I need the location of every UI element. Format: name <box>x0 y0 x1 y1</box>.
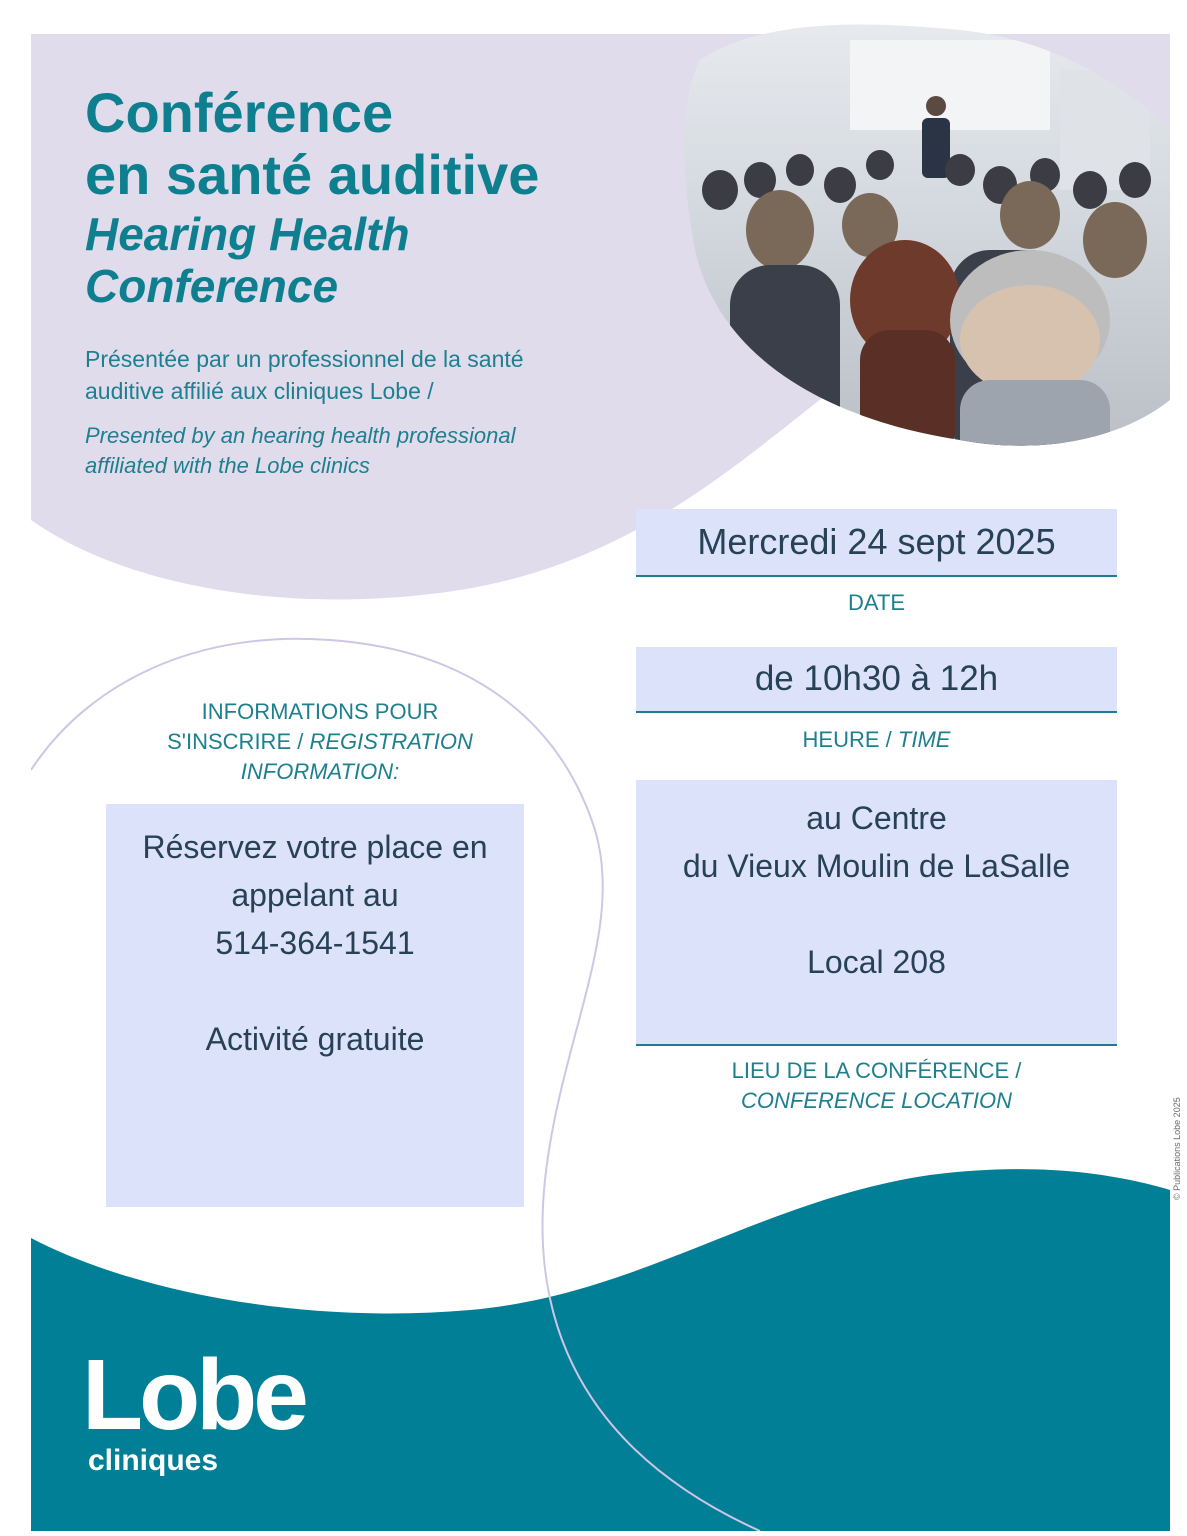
location-line3: Local 208 <box>807 944 946 980</box>
location-line1: au Centre <box>806 800 947 836</box>
location-box <box>636 780 1117 1044</box>
presented-by-en <box>85 421 625 481</box>
registration-caption-fr: S'INSCRIRE / <box>167 729 310 754</box>
location-caption-en: CONFERENCE LOCATION <box>741 1088 1012 1113</box>
title-en-line2: Conference <box>85 260 339 312</box>
date-underline <box>636 575 1117 577</box>
location-caption <box>636 1056 1117 1116</box>
registration-caption-line2 <box>150 727 490 757</box>
logo-sub: cliniques <box>88 1444 219 1477</box>
logo-word: Lobe <box>82 1339 305 1451</box>
registration-caption-en: REGISTRATION <box>309 729 473 754</box>
time-box <box>636 647 1117 711</box>
presented-by-fr <box>85 343 625 407</box>
lobe-logo <box>82 1339 305 1477</box>
location-line2: du Vieux Moulin de LaSalle <box>682 848 1071 884</box>
location-caption-fr: LIEU DE LA CONFÉRENCE / <box>731 1058 1022 1083</box>
date-caption: DATE <box>847 590 906 615</box>
title-fr-line2: en santé auditive <box>85 143 540 206</box>
registration-line2: appelant au <box>231 877 399 913</box>
time-underline <box>636 711 1117 713</box>
presented-en-line2: affiliated with the Lobe clinics <box>85 453 370 478</box>
title-en-line1: Hearing Health <box>85 208 410 260</box>
registration-caption-line1: INFORMATIONS POUR <box>201 699 439 724</box>
time-caption <box>636 725 1117 755</box>
registration-caption <box>150 697 490 787</box>
registration-line1: Réservez votre place en <box>142 829 488 865</box>
time-caption-en: TIME <box>897 727 951 752</box>
copyright-text: © Publications Lobe 2025 <box>1172 1097 1182 1200</box>
presented-fr-line2: auditive affilié aux cliniques Lobe / <box>85 378 434 404</box>
time-caption-fr: HEURE / <box>802 727 898 752</box>
date-value: Mercredi 24 sept 2025 <box>697 521 1056 562</box>
date-box <box>636 509 1117 575</box>
registration-phone[interactable]: 514-364-1541 <box>215 925 415 961</box>
title-fr-line1: Conférence <box>85 81 394 144</box>
registration-free: Activité gratuite <box>205 1021 425 1057</box>
registration-box <box>106 804 524 1207</box>
time-value: de 10h30 à 12h <box>754 659 999 698</box>
registration-caption-line3: INFORMATION: <box>240 759 400 784</box>
location-underline <box>636 1044 1117 1046</box>
conference-title <box>85 82 665 312</box>
presented-fr-line1: Présentée par un professionnel de la santé <box>85 346 524 372</box>
presented-en-line1: Presented by an hearing health professional <box>85 423 516 448</box>
